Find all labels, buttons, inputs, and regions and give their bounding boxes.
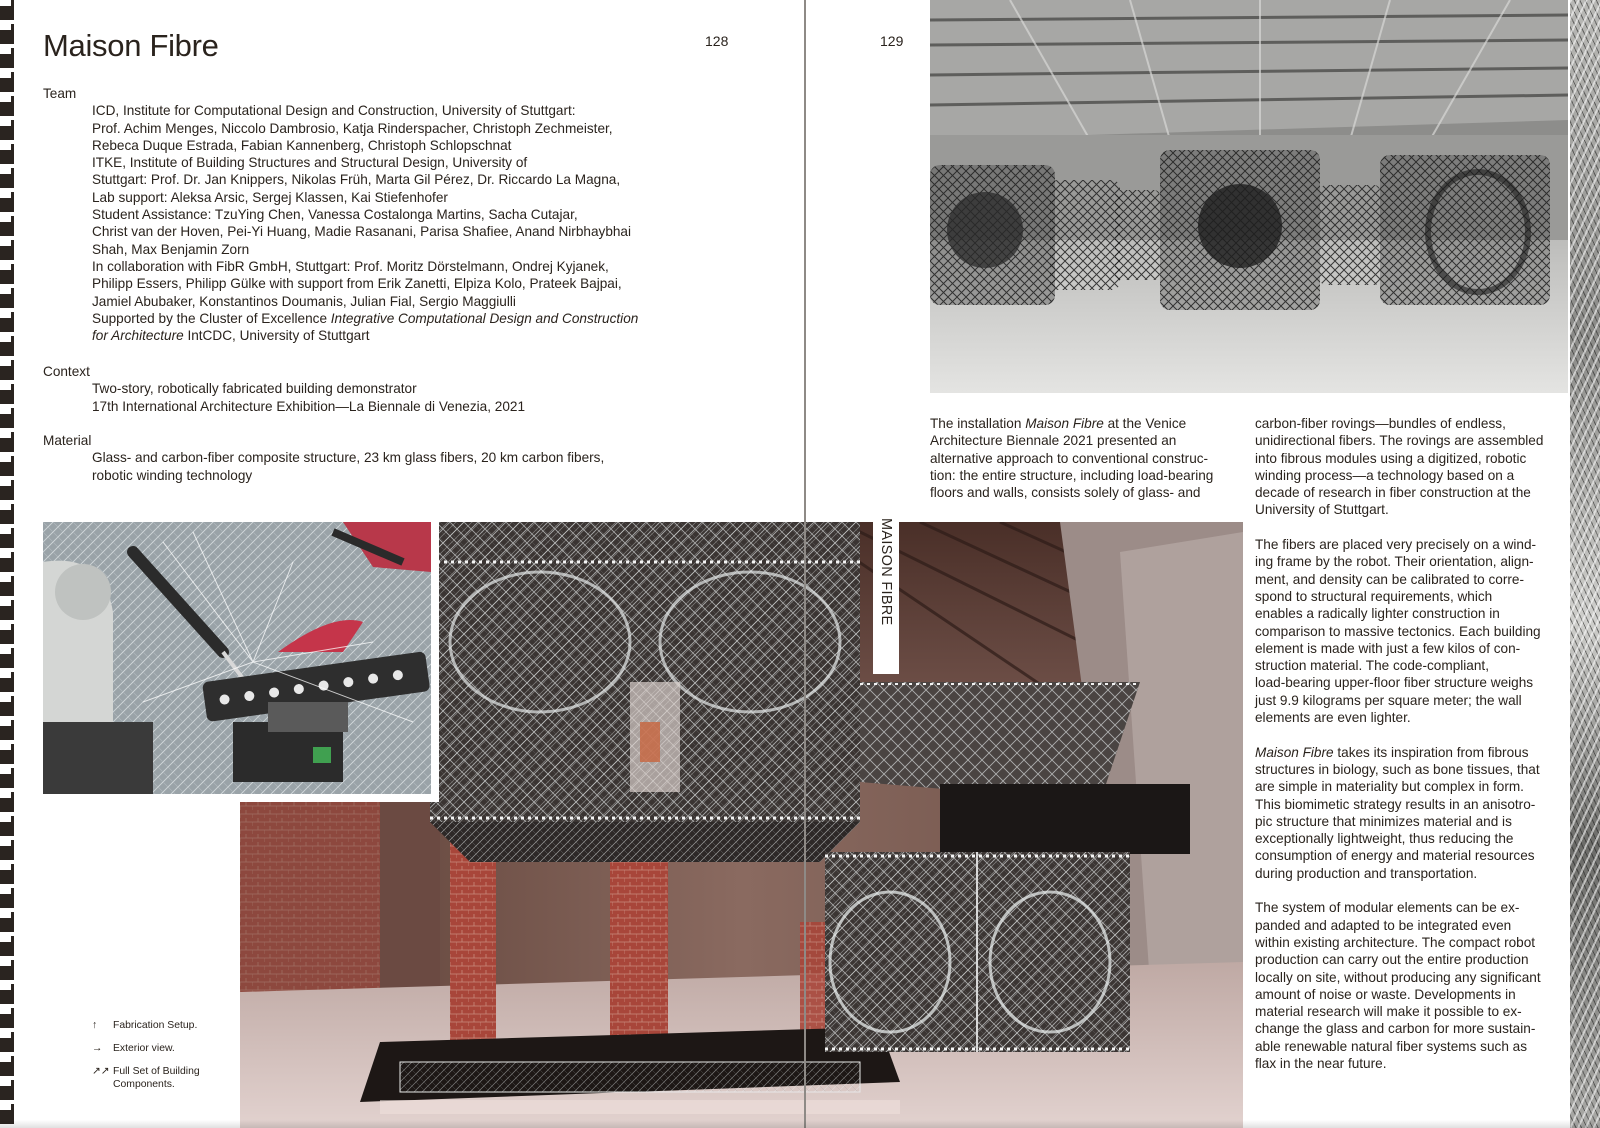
body-paragraph xyxy=(1255,415,1543,519)
body-line: This biomimetic strategy results in an anisotro- xyxy=(1255,796,1536,812)
double-arrow-up-right-icon: ↗↗ xyxy=(92,1066,110,1077)
body-line: The fibers are placed very precisely on a wind- xyxy=(1255,537,1537,553)
team-line: In collaboration with FibR GmbH, Stuttgart: Prof. Moritz Dörstelmann, Ondrej Kyjanek, xyxy=(92,258,609,274)
team-line: Christ van der Hoven, Pei-Yi Huang, Madie Rasanani, Parisa Shafiee, Anand Nirbhaybhai xyxy=(92,224,632,240)
body-line: flax in the near future. xyxy=(1255,1055,1387,1071)
body-line: just 9.9 kilograms per square meter; the wall xyxy=(1255,692,1522,708)
team-line: ICD, Institute for Computational Design and Construction, University of Stuttgart: xyxy=(92,103,576,119)
body-line: winding process—a technology based on a xyxy=(1255,467,1515,483)
team-supported-line xyxy=(92,310,638,327)
material-line: Glass- and carbon-fiber composite structure, 23 km glass fibers, 20 km carbon fibers, xyxy=(92,450,605,466)
body-line: ment, and density can be calibrated to corre- xyxy=(1255,571,1525,587)
spine-label: MAISON FIBRE xyxy=(878,518,894,626)
team-supported-line-2 xyxy=(92,327,638,344)
body-line: able renewable natural fiber systems such as xyxy=(1255,1038,1528,1054)
body-line: comparison to massive tectonics. Each building xyxy=(1255,623,1541,639)
body-column-1 xyxy=(930,415,1213,501)
team-line: Student Assistance: TzuYing Chen, Vanessa Costalonga Martins, Sacha Cutajar, xyxy=(92,207,578,223)
body-text: takes its inspiration from fibrous xyxy=(1333,744,1529,760)
body-line: element is made with just a few kilos of con- xyxy=(1255,640,1521,656)
context-body xyxy=(43,380,525,415)
figure-captions xyxy=(92,1020,208,1102)
page-bottom-shadow xyxy=(0,1120,1600,1128)
body-line: amount of noise or waste. Developments in xyxy=(1255,986,1516,1002)
body-line: structures in biology, such as bone tissues, that xyxy=(1255,761,1540,777)
body-line: consumption of energy and material resources xyxy=(1255,848,1535,864)
body-line: carbon-fiber rovings—bundles of endless, xyxy=(1255,416,1506,431)
body-line: struction material. The code-compliant, xyxy=(1255,658,1489,674)
context-line: 17th International Architecture Exhibition—La Biennale di Venezia, 2021 xyxy=(92,398,526,414)
body-line: locally on site, without producing any significant xyxy=(1255,969,1541,985)
cluster-name-italic: Integrative Computational Design and Construction xyxy=(330,310,639,326)
body-line: ing frame by the robot. Their orientation, align- xyxy=(1255,554,1534,570)
cluster-name-italic-2: for Architecture xyxy=(92,328,184,344)
spine-label-box xyxy=(873,516,899,674)
team-heading: Team xyxy=(43,86,77,101)
body-line: floors and walls, consists solely of glass- and xyxy=(930,485,1201,501)
page-title: Maison Fibre xyxy=(43,28,219,63)
body-paragraph xyxy=(1255,536,1543,726)
team-line: Stuttgart: Prof. Dr. Jan Knippers, Nikolas Früh, Marta Gil Pérez, Dr. Riccardo La Magna, xyxy=(92,172,621,188)
body-text: The installation xyxy=(930,416,1026,431)
photo-warehouse-modules xyxy=(930,0,1568,393)
body-line: University of Stuttgart. xyxy=(1255,502,1389,518)
material-line: robotic winding technology xyxy=(92,467,253,483)
body-line: tion: the entire structure, including load-bearing xyxy=(930,467,1214,483)
context-heading: Context xyxy=(43,364,90,379)
body-line: spond to structural requirements, which xyxy=(1255,588,1493,604)
team-line: Prof. Achim Menges, Niccolo Dambrosio, Katja Rinderspacher, Christoph Zechmeister, xyxy=(92,120,613,136)
arrow-right-icon: → xyxy=(92,1043,103,1054)
caption-item xyxy=(92,1043,208,1056)
team-line: ITKE, Institute of Building Structures and Structural Design, University of xyxy=(92,155,528,171)
body-line: elements are even lighter. xyxy=(1255,710,1411,726)
team-line: Jamiel Abubaker, Konstantinos Doumanis, Julian Fial, Sergio Maggiulli xyxy=(92,293,516,309)
body-line: Architecture Biennale 2021 presented an xyxy=(930,433,1177,449)
team-credits xyxy=(43,102,638,344)
team-line: Rebeca Duque Estrada, Fabian Kannenberg, Christoph Schlopschnat xyxy=(92,137,512,153)
body-column-2 xyxy=(1255,415,1543,1090)
body-line xyxy=(930,415,1213,432)
material-heading: Material xyxy=(43,433,92,448)
body-line: alternative approach to conventional construc- xyxy=(930,450,1209,466)
material-section xyxy=(43,432,604,484)
page-number-right: 129 xyxy=(880,33,904,49)
project-name-italic: Maison Fibre xyxy=(1255,744,1334,760)
caption-item xyxy=(92,1020,208,1033)
body-line: into fibrous modules using a digitized, robotic xyxy=(1255,450,1527,466)
caption-text: Full Set of Building Components. xyxy=(113,1066,200,1090)
body-line: pic structure that minimizes material and is xyxy=(1255,813,1512,829)
body-line: exceptionally lightweight, thus reducing the xyxy=(1255,831,1514,847)
body-line: are simple in materiality but complex in form. xyxy=(1255,779,1524,795)
body-line: The system of modular elements can be ex- xyxy=(1255,900,1520,916)
page-gutter xyxy=(804,0,806,1128)
supported-text-2: IntCDC, University of Stuttgart xyxy=(183,328,370,344)
body-text: at the Venice xyxy=(1103,416,1187,431)
material-body xyxy=(43,449,604,484)
body-line: during production and transportation. xyxy=(1255,865,1478,881)
supported-text: Supported by the Cluster of Excellence xyxy=(92,310,331,326)
left-binding-strip xyxy=(0,0,14,1128)
body-paragraph xyxy=(1255,899,1543,1072)
team-line: Shah, Max Benjamin Zorn xyxy=(92,241,250,257)
body-line: load-bearing upper-floor fiber structure weighs xyxy=(1255,675,1534,691)
photo-fabrication-setup xyxy=(43,522,439,802)
body-line: production can carry out the entire production xyxy=(1255,952,1529,968)
body-line: within existing architecture. The compact robot xyxy=(1255,934,1536,950)
body-line: unidirectional fibers. The rovings are assembled xyxy=(1255,433,1544,449)
page-number-left: 128 xyxy=(705,33,729,49)
team-section xyxy=(43,85,638,344)
caption-text: Fabrication Setup. xyxy=(113,1020,198,1031)
body-paragraph xyxy=(1255,744,1543,882)
body-line: material research will make it possible to ex- xyxy=(1255,1004,1522,1020)
project-name-italic: Maison Fibre xyxy=(1025,416,1104,431)
body-line xyxy=(1255,744,1543,761)
body-line: panded and adapted to be integrated even xyxy=(1255,917,1512,933)
caption-text: Exterior view. xyxy=(113,1043,175,1054)
caption-item xyxy=(92,1066,208,1091)
team-line: Lab support: Aleksa Arsic, Sergej Klassen, Kai Stiefenhofer xyxy=(92,189,448,205)
body-line: decade of research in fiber construction at the xyxy=(1255,485,1531,501)
right-page-edge xyxy=(1570,0,1600,1128)
context-section xyxy=(43,363,525,415)
body-line: change the glass and carbon for more sustain- xyxy=(1255,1021,1536,1037)
body-line: enables a radically lighter construction in xyxy=(1255,606,1500,622)
arrow-up-icon: ↑ xyxy=(92,1020,98,1031)
context-line: Two-story, robotically fabricated building demonstrator xyxy=(92,381,417,397)
team-line: Philipp Essers, Philipp Gülke with support from Erik Zanetti, Elpiza Kolo, Prateek Bajpai, xyxy=(92,276,622,292)
